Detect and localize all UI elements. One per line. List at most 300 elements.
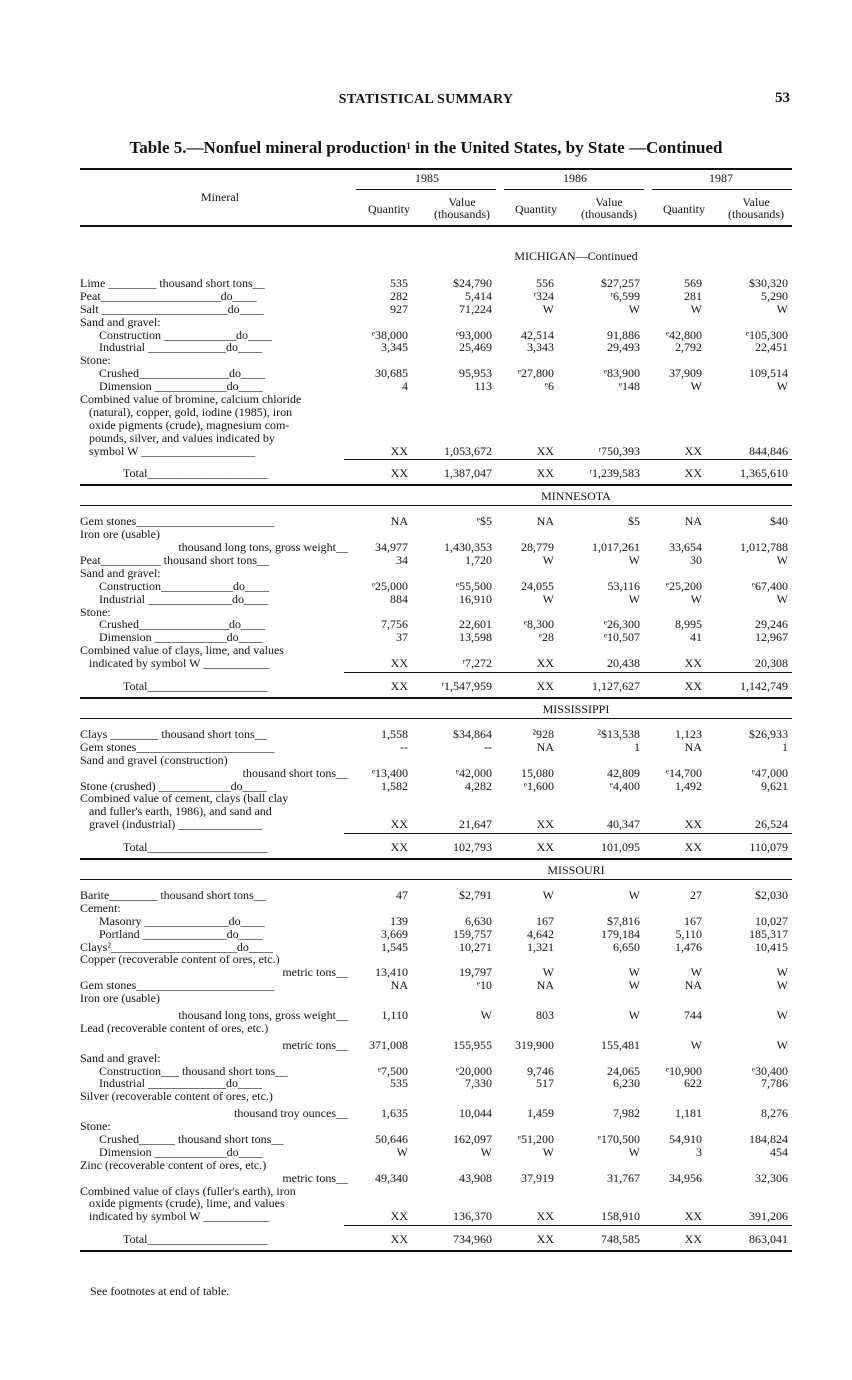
row-cell: 184,824 [749,1131,788,1146]
table-row [80,1185,792,1198]
row-label: symbol W ___________________ [89,444,256,458]
row-cell: ʳ6,599 [610,288,640,303]
row-cell: 20,438 [607,656,640,671]
row-label: thousand long tons, gross weight__ [178,1008,348,1022]
row-cell: -- [400,739,408,754]
row-cell: W [690,591,702,606]
row-cell: 33,654 [669,540,702,555]
row-cell: 43,908 [459,1170,492,1185]
row-cell: 22,451 [755,340,788,355]
row-label: indicated by symbol W ___________ [89,1210,270,1224]
total-cell: XX [684,840,702,855]
row-cell: 8,995 [675,617,702,632]
state-section [80,488,792,699]
table-row [80,393,792,406]
row-cell: 7,786 [761,1076,788,1091]
row-cell: W [542,301,554,316]
row-cell: 622 [684,1076,702,1091]
row-cell: 159,757 [453,926,492,941]
total-cell: 101,095 [601,840,640,855]
row-cell: ᵉ6 [544,379,554,394]
total-cell: 1,142,749 [740,679,788,694]
row-cell: XX [390,1209,408,1224]
row-cell: ᵉ13,400 [371,765,408,780]
row-cell: ᵉ105,300 [745,327,788,342]
row-cell: ᵉ1,600 [523,778,554,793]
row-cell: W [628,1144,640,1159]
row-label: metric tons__ [282,1038,348,1052]
row-cell: ʳ7,272 [462,656,492,671]
row-cell: XX [390,656,408,671]
row-cell: ᵉ10,900 [665,1063,702,1078]
row-cell: $30,320 [749,276,788,290]
row-cell: 10,271 [459,939,492,954]
row-label: Stone (crushed) ____________do____ [80,779,267,793]
row-cell: 844,846 [749,443,788,458]
row-cell: ᵉ14,700 [665,765,702,780]
year-header-1987: 1987 [709,171,733,185]
row-label: Clays ________ thousand short tons__ [80,727,267,741]
table-row [80,432,792,445]
value-header-line2: (thousands) [581,207,637,221]
row-cell: NA [684,978,702,993]
row-cell: 49,340 [375,1170,408,1185]
row-cell: 371,008 [369,1037,408,1052]
total-cell: XX [536,679,554,694]
row-cell: 13,410 [375,965,408,980]
row-cell: 158,910 [601,1209,640,1224]
total-cell: 734,960 [453,1232,492,1247]
row-cell: 1,017,261 [592,540,640,555]
row-cell: 9,746 [527,1063,554,1078]
table-row [80,1022,792,1035]
table-row [80,657,792,670]
row-cell: XX [536,443,554,458]
column-header [80,168,792,230]
year-rule-1987 [652,189,792,190]
row-cell: NA [536,739,554,754]
row-cell: W [480,1007,492,1022]
row-label: Iron ore (usable) [80,528,160,542]
value-header-1986 [571,196,647,220]
row-cell: 8,276 [761,1106,788,1121]
row-cell: $27,257 [601,276,640,290]
row-cell: 155,481 [601,1037,640,1052]
row-cell: 1,635 [381,1106,408,1121]
row-cell: W [480,1144,492,1159]
row-cell: 556 [536,276,554,290]
value-header-line2: (thousands) [728,207,784,221]
row-label: Stone: [80,1120,111,1133]
row-cell: 2,792 [675,340,702,355]
year-rule-1985 [356,189,496,190]
row-cell: ²928 [532,726,554,741]
row-cell: 19,797 [459,965,492,980]
value-header-line2: (thousands) [434,207,490,221]
row-cell: 1,430,353 [444,540,492,555]
column-header-bottom-rule [80,225,792,227]
row-label: Peat____________________do____ [80,289,257,303]
row-cell: 1 [634,739,640,754]
row-cell: 6,630 [465,913,492,928]
table-title-footnote-marker: 1 [406,141,411,151]
table-row [80,767,792,780]
table-row [80,580,792,593]
row-cell: $2,030 [755,887,788,902]
row-cell: 22,601 [459,617,492,632]
table-row [80,1146,792,1159]
row-cell: 27 [690,887,702,902]
row-cell: 1 [782,739,788,754]
row-cell: 37,909 [669,366,702,381]
table-row [80,541,792,554]
row-cell: $5 [628,514,640,529]
running-header: STATISTICAL SUMMARY [338,92,514,107]
row-label: and fuller's earth, 1986), and sand and [89,805,272,819]
row-cell: 884 [390,591,408,606]
row-cell: XX [536,1209,554,1224]
total-cell: XX [390,840,408,855]
row-cell: NA [536,514,554,529]
total-row [80,841,792,854]
row-cell: 4,642 [527,926,554,941]
table-row [80,889,792,902]
value-header-line1: Value [595,195,623,209]
row-label: gravel (industrial) ______________ [89,818,263,832]
row-cell: NA [684,739,702,754]
row-cell: ᵉ38,000 [371,327,408,342]
state-section [80,701,792,860]
total-cell: ʳ1,547,959 [441,679,492,694]
table-row [80,754,792,767]
total-cell: XX [536,466,554,481]
row-label: Barite________ thousand short tons__ [80,888,266,902]
row-cell: NA [390,978,408,993]
row-cell: ᵉ42,000 [455,765,492,780]
table-row [80,915,792,928]
row-cell: 109,514 [749,366,788,381]
total-cell: XX [390,466,408,481]
value-header-1985 [424,196,500,220]
row-cell: 7,330 [465,1076,492,1091]
total-cell: 1,387,047 [444,466,492,481]
row-cell: W [628,965,640,980]
row-cell: XX [536,817,554,832]
table-row [80,380,792,393]
row-cell: ᵉ170,500 [597,1131,640,1146]
row-cell: $2,791 [459,887,492,902]
row-label: indicated by symbol W ___________ [89,657,270,671]
total-row [80,680,792,693]
total-label: Total____________________ [123,1233,268,1247]
row-cell: W [776,978,788,993]
row-cell: $34,864 [453,726,492,741]
row-cell: W [542,1144,554,1159]
row-cell: 5,110 [675,926,702,941]
row-cell: 10,027 [755,913,788,928]
row-cell: 1,110 [381,1007,408,1022]
row-label: Industrial _____________do____ [99,1077,262,1091]
row-cell: ᵉ27,800 [517,366,554,381]
row-cell: 53,116 [607,578,640,593]
row-cell: ᵉ25,000 [371,578,408,593]
row-cell: W [776,965,788,980]
section-title: MINNESOTA [541,489,611,504]
total-label: Total____________________ [123,467,268,481]
state-section [80,248,792,486]
mineral-production-table [80,168,792,1254]
row-cell: ᵉ20,000 [455,1063,492,1078]
row-cell: 26,524 [755,817,788,832]
row-label: Copper (recoverable content of ores, etc.) [80,953,280,967]
table-row [80,1039,792,1052]
row-cell: 30,685 [375,366,408,381]
year-rule-1986 [504,189,644,190]
row-cell: ᵉ8,300 [523,617,554,632]
row-cell: $7,816 [607,913,640,928]
row-cell: 535 [390,276,408,290]
row-cell: 29,246 [755,617,788,632]
quantity-header-1987: Quantity [663,202,705,216]
row-cell: 6,650 [613,939,640,954]
row-label: Gem stones_______________________ [80,740,275,754]
total-cell: 863,041 [749,1232,788,1247]
footnote: See footnotes at end of table. [90,1284,230,1298]
row-label: Silver (recoverable content of ores, etc.) [80,1090,273,1104]
row-cell: W [542,887,554,902]
row-cell: W [542,553,554,568]
row-cell: 13,598 [459,630,492,645]
table-row [80,1077,792,1090]
row-label: Crushed______ thousand short tons__ [99,1132,284,1146]
row-label: Crushed_______________do____ [99,367,265,381]
table-row [80,1210,792,1223]
value-header-line1: Value [448,195,476,209]
total-cell: 110,079 [749,840,788,855]
row-cell: 42,514 [521,327,554,342]
row-cell: ʳ324 [533,288,554,303]
row-cell: W [776,1037,788,1052]
row-cell: 136,370 [453,1209,492,1224]
row-cell: 391,206 [749,1209,788,1224]
total-rule [344,833,792,834]
table-row [80,303,792,316]
section-title-rule [80,718,792,719]
section-title: MISSOURI [547,862,605,877]
row-cell: 3,345 [381,340,408,355]
row-cell: ᵉ30,400 [751,1063,788,1078]
row-cell: ᵉ28 [538,630,554,645]
row-cell: 744 [684,1007,702,1022]
row-cell: 20,308 [755,656,788,671]
row-cell: 71,224 [459,301,492,316]
row-label: Sand and gravel (construction) [80,753,228,767]
row-label: pounds, silver, and values indicated by [89,431,275,445]
row-cell: 10,044 [459,1106,492,1121]
value-header-1987 [718,196,794,220]
row-cell: 47 [396,887,408,902]
row-cell: 21,647 [459,817,492,832]
table-row [80,277,792,290]
row-cell: 34,977 [375,540,408,555]
table-row [80,1159,792,1172]
table-row [80,1090,792,1103]
row-label: Cement: [80,901,121,915]
row-cell: ᵉ93,000 [455,327,492,342]
row-label: Gem stones_______________________ [80,979,275,993]
table-row [80,979,792,992]
row-label: Construction____________do____ [99,579,269,593]
table-row [80,406,792,419]
row-label: metric tons__ [282,1171,348,1185]
table-row [80,818,792,831]
row-label: Stone: [80,354,111,368]
row-cell: 1,545 [381,939,408,954]
section-title-rule [80,879,792,880]
table-row [80,728,792,741]
section-separator-rule [80,697,792,699]
row-cell: 139 [390,913,408,928]
page-number: 53 [775,90,790,106]
row-label: Combined value of clays, lime, and values [80,644,284,658]
row-cell: ᵉ25,200 [665,578,702,593]
row-cell: XX [536,656,554,671]
table-row [80,780,792,793]
table-row [80,902,792,915]
row-cell: NA [390,514,408,529]
section-title-rule [80,505,792,506]
table-title [0,138,852,158]
row-label: Sand and gravel: [80,315,161,329]
row-cell: 37 [396,630,408,645]
row-cell: 569 [684,276,702,290]
row-cell: 24,055 [521,578,554,593]
row-label: metric tons__ [282,966,348,980]
row-cell: 281 [684,288,702,303]
row-cell: W [628,1007,640,1022]
row-label: thousand troy ounces__ [234,1107,348,1121]
quantity-header-1986: Quantity [515,202,557,216]
row-cell: 37,919 [521,1170,554,1185]
row-cell: 54,910 [669,1131,702,1146]
row-cell: 16,910 [459,591,492,606]
row-label: Peat__________ thousand short tons__ [80,554,269,567]
total-cell: 102,793 [453,840,492,855]
total-rule [344,459,792,460]
total-cell: XX [536,1232,554,1247]
table-row [80,567,792,580]
row-cell: W [628,978,640,993]
row-label: Iron ore (usable) [80,992,160,1005]
row-cell: 40,347 [607,817,640,832]
mineral-column-header: Mineral [201,190,239,204]
row-cell: ᵉ4,400 [609,778,640,793]
row-cell: W [396,1144,408,1159]
row-label: Construction___ thousand short tons__ [99,1064,288,1078]
table-row [80,792,792,805]
row-cell: 803 [536,1007,554,1022]
row-cell: W [690,379,702,394]
row-cell: 34,956 [669,1170,702,1185]
page-header [0,92,852,112]
section-separator-rule [80,858,792,860]
total-cell: XX [684,1232,702,1247]
row-label: Sand and gravel: [80,566,161,580]
row-cell: ᵉ10 [476,978,492,993]
table-row [80,445,792,458]
year-header-1986: 1986 [563,171,587,185]
row-cell: 34 [396,553,408,568]
row-cell: 42,809 [607,765,640,780]
total-row [80,467,792,480]
row-cell: $24,790 [453,276,492,290]
table-row [80,941,792,954]
table-row [80,593,792,606]
row-cell: 95,953 [459,366,492,381]
row-cell: ᵉ47,000 [751,765,788,780]
row-cell: 10,415 [755,939,788,954]
row-cell: 32,306 [755,1170,788,1185]
row-cell: 3,343 [527,340,554,355]
total-cell: ʳ1,239,583 [589,466,640,481]
table-row [80,419,792,432]
row-cell: 7,982 [613,1106,640,1121]
row-cell: ᵉ26,300 [603,617,640,632]
total-cell: XX [536,840,554,855]
row-label: Combined value of cement, clays (ball clay [80,792,289,806]
row-cell: 185,317 [749,926,788,941]
section-title: MISSISSIPPI [542,701,610,716]
row-label: Dimension ____________do____ [99,380,263,394]
row-cell: ᵉ55,500 [455,578,492,593]
row-label: Gem stones_______________________ [80,515,275,529]
row-label: thousand short tons__ [242,766,348,780]
row-cell: 162,097 [453,1131,492,1146]
row-cell: NA [684,514,702,529]
row-cell: 29,493 [607,340,640,355]
total-row [80,1233,792,1246]
row-cell: ᵉ148 [618,379,640,394]
state-section [80,862,792,1252]
row-cell: XX [684,817,702,832]
row-cell: 1,321 [527,939,554,954]
row-cell: 5,414 [465,288,492,303]
table-row [80,1052,792,1065]
row-cell: 1,012,788 [740,540,788,555]
total-cell: XX [684,679,702,694]
row-label: Dimension ____________do____ [99,631,263,645]
row-cell: 5,290 [761,288,788,303]
row-cell: ᵉ51,200 [517,1131,554,1146]
row-cell: 3,669 [381,926,408,941]
table-row [80,741,792,754]
row-label: thousand long tons, gross weight__ [178,541,348,555]
row-cell: XX [684,656,702,671]
value-header-line1: Value [742,195,770,209]
row-cell: W [776,301,788,316]
section-separator-rule [80,484,792,486]
row-cell: W [690,301,702,316]
row-cell: 319,900 [515,1037,554,1052]
row-cell: 1,492 [675,778,702,793]
row-cell: 50,646 [375,1131,408,1146]
total-cell: XX [684,466,702,481]
table-row [80,928,792,941]
row-cell: 1,053,672 [444,443,492,458]
row-cell: 454 [770,1144,788,1159]
table-row [80,953,792,966]
table-body [80,248,792,1252]
